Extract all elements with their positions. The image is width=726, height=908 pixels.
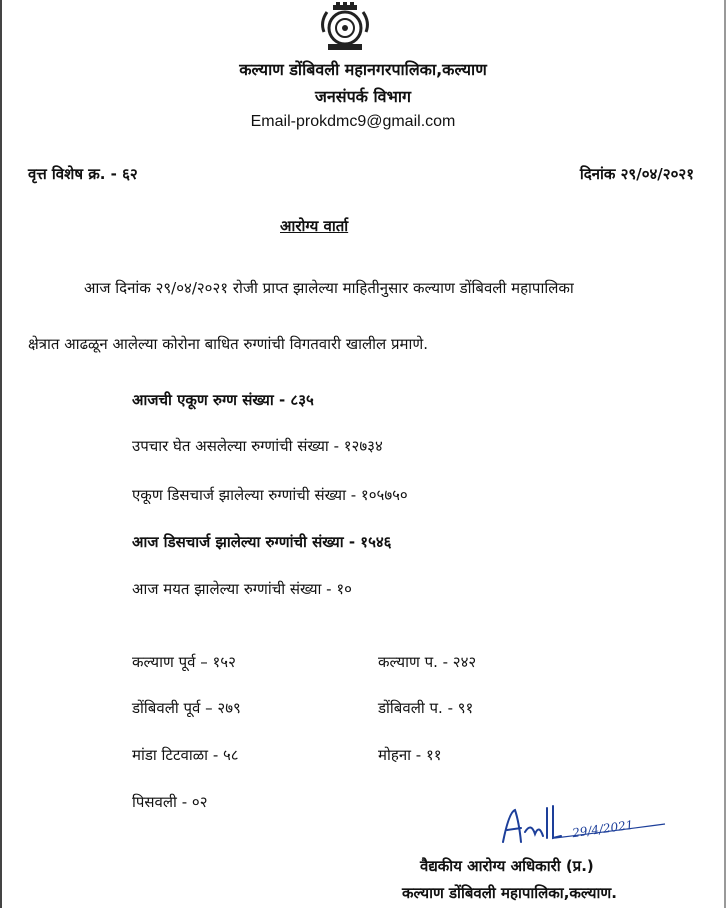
ward-mohana: मोहना - ११ xyxy=(378,746,442,764)
stat-deaths-today: आज मयत झालेल्या रुग्णांची संख्या - १० xyxy=(132,580,352,598)
department-name: जनसंपर्क विभाग xyxy=(315,87,411,106)
signatory-designation: वैद्यकीय आरोग्य अधिकारी (प्र.) xyxy=(420,857,594,875)
document-title: आरोग्य वार्ता xyxy=(280,217,349,235)
signature-date: 29/4/2021 xyxy=(571,817,635,841)
ward-kalyan-west: कल्याण प. - २४२ xyxy=(378,653,477,671)
stat-total-discharged: एकूण डिसचार्ज झालेल्या रुग्णांची संख्या - १०५७५० xyxy=(132,486,408,504)
ward-pisavali: पिसवली - ०२ xyxy=(132,793,208,811)
kdmc-emblem-seal xyxy=(318,2,372,52)
reference-number: वृत्त विशेष क्र. - ६२ xyxy=(28,165,138,183)
intro-line-1: आज दिनांक २९/०४/२०२१ रोजी प्राप्त झालेल्या माहितीनुसार कल्याण डोंबिवली महापालिका xyxy=(84,279,574,297)
contact-email: Email-prokdmc9@gmail.com xyxy=(250,113,456,130)
ward-kalyan-east: कल्याण पूर्व – १५२ xyxy=(132,653,236,671)
document-date: दिनांक २९/०४/२०२१ xyxy=(579,165,694,183)
ward-dombivli-east: डोंबिवली पूर्व – २७९ xyxy=(132,699,241,717)
org-name: कल्याण डोंबिवली महानगरपालिका,कल्याण xyxy=(239,60,487,79)
page-edge-left xyxy=(0,0,2,908)
intro-line-2: क्षेत्रात आढळून आलेल्या कोरोना बाधित रुग्णांची विगतवारी खालील प्रमाणे. xyxy=(28,335,428,353)
stat-under-treatment: उपचार घेत असलेल्या रुग्णांची संख्या - १२७३४ xyxy=(132,437,383,455)
signatory-organization: कल्याण डोंबिवली महापालिका,कल्याण. xyxy=(402,884,617,902)
stat-total-today: आजची एकूण रुग्ण संख्या - ८३५ xyxy=(132,391,314,409)
ward-manda-titwala: मांडा टिटवाळा - ५८ xyxy=(132,746,239,764)
ward-dombivli-west: डोंबिवली प. - ९१ xyxy=(378,699,474,717)
stat-discharged-today: आज डिसचार्ज झालेल्या रुग्णांची संख्या - १५४६ xyxy=(132,533,392,551)
